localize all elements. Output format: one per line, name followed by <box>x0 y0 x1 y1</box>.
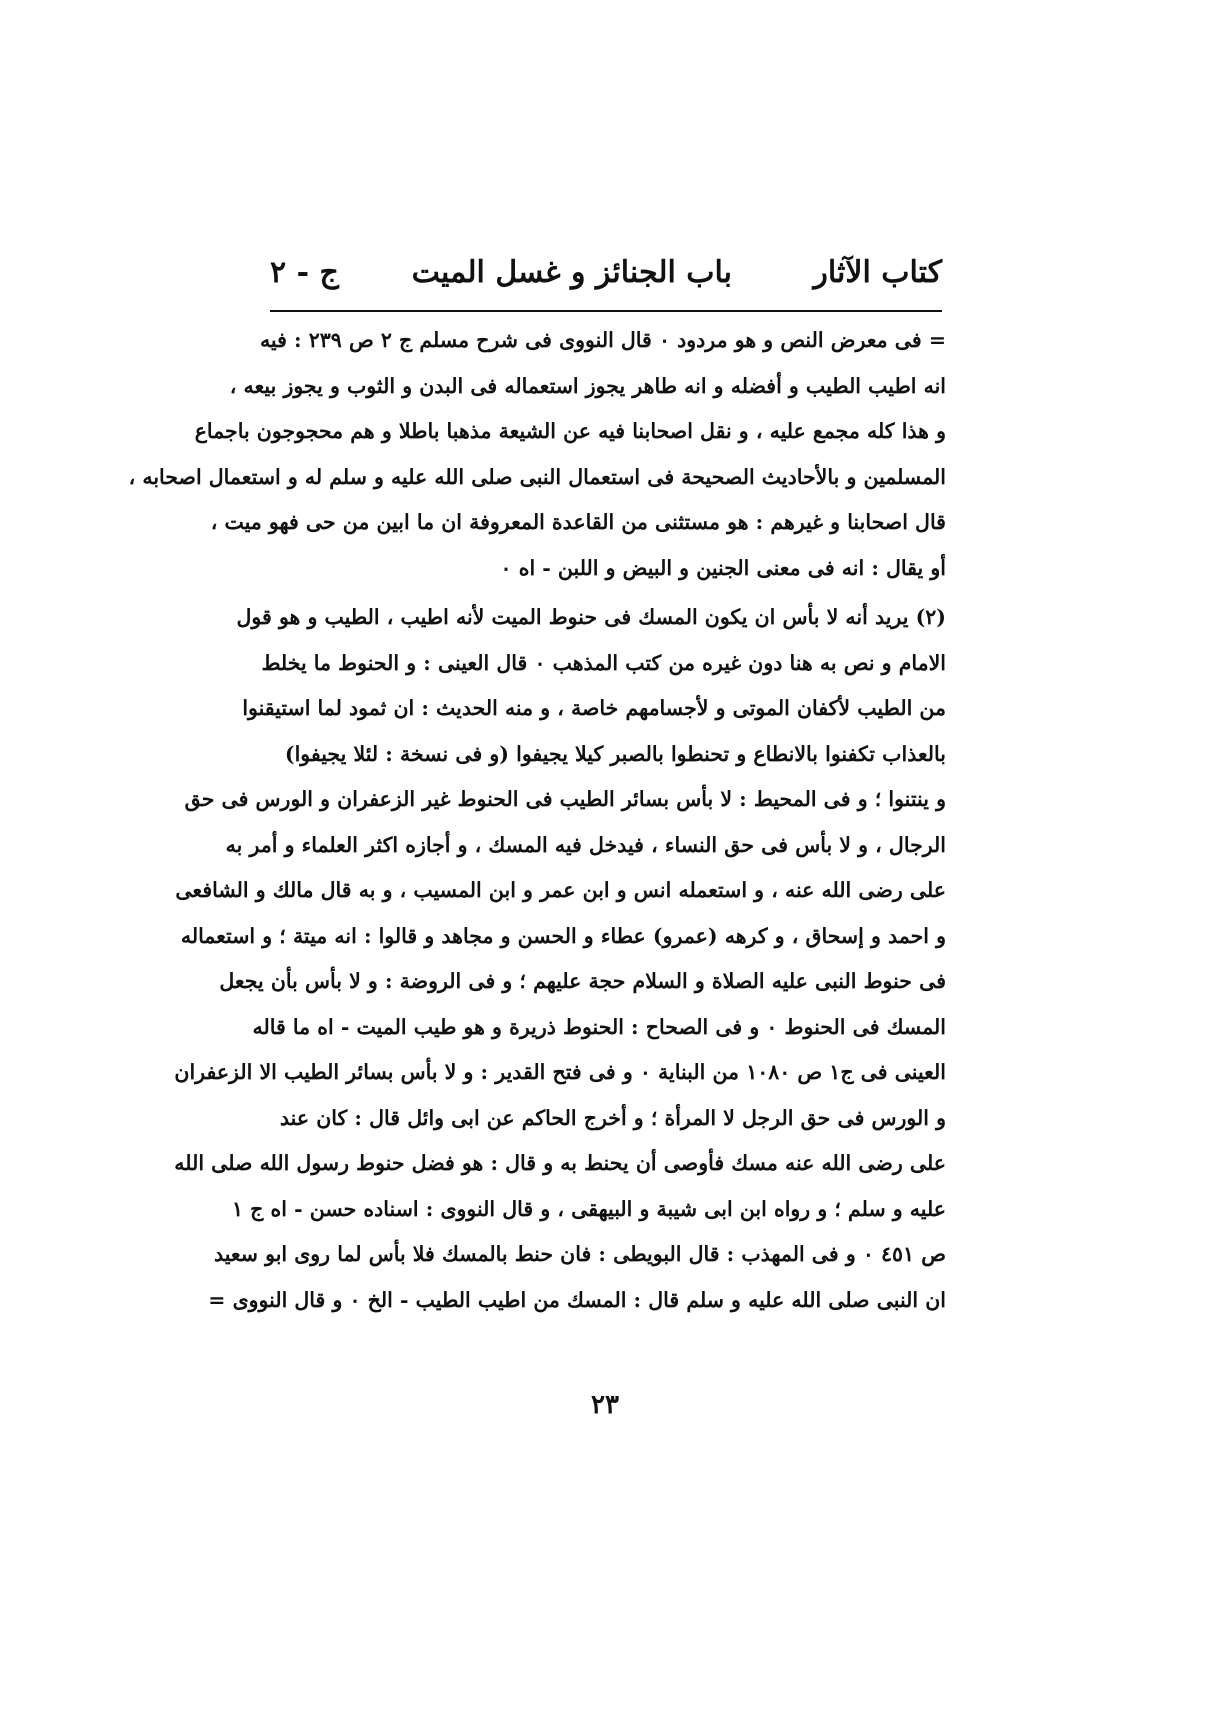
text-line: على رضى الله عنه ، و استعمله انس و ابن عمر و ابن المسيب ، و به قال مالك و الشافعى <box>175 878 946 902</box>
text-line: المسلمين و بالأحاديث الصحيحة فى استعمال النبى صلى الله عليه و سلم له و استعمال اصحابه ، <box>128 464 946 489</box>
text-line: و هذا كله مجمع عليه ، و نقل اصحابنا فيه عن الشيعة مذهبا باطلا و هم محجوجون باجماع <box>194 419 946 443</box>
footnote-continued <box>128 318 946 591</box>
text-line: عليه و سلم ؛ و رواه ابن ابى شيبة و البيهقى ، و قال النووى : اسناده حسن - اه ج ١ <box>231 1196 946 1221</box>
text-line: ص ٤٥١ ٠ و فى المهذب : قال البويطى : فان حنط بالمسك فلا بأس لما روى ابو سعيد <box>213 1242 946 1266</box>
text-line: (٢) يريد أنه لا بأس ان يكون المسك فى حنوط الميت لأنه اطيب ، الطيب و هو قول <box>236 605 946 629</box>
text-line: ان النبى صلى الله عليه و سلم قال : المسك من اطيب الطيب - الخ ٠ و قال النووى = <box>208 1287 946 1312</box>
text-line: على رضى الله عنه مسك فأوصى أن يحنط به و قال : هو فضل حنوط رسول الله صلى الله <box>174 1151 946 1175</box>
text-line: و ينتنوا ؛ و فى المحيط : لا بأس بسائر الطيب فى الحنوط غير الزعفران و الورس فى حق <box>184 787 946 811</box>
text-line: بالعذاب تكفنوا بالانطاع و تحنطوا بالصبر كيلا يجيفوا (و فى نسخة : لئلا يجيفوا) <box>284 741 946 766</box>
text-line: انه اطيب الطيب و أفضله و انه طاهر يجوز استعماله فى البدن و الثوب و يجوز بيعه ، <box>229 373 946 398</box>
text-line: و الورس فى حق الرجل لا المرأة ؛ و أخرج الحاكم عن ابى وائل قال : كان عند <box>279 1105 946 1130</box>
header-rule <box>270 310 942 312</box>
text-line: العينى فى ج١ ص ١٠٨٠ من البناية ٠ و فى فتح القدير : و لا بأس بسائر الطيب الا الزعفران <box>174 1060 946 1084</box>
footnote-2 <box>174 595 946 1323</box>
text-line: الرجال ، و لا بأس فى حق النساء ، فيدخل فيه المسك ، و أجازه اكثر العلماء و أمر به <box>225 832 946 857</box>
chapter-title: باب الجنائز و غسل الميت <box>411 255 732 290</box>
volume-label: ج - ٢ <box>270 255 339 290</box>
text-line: أو يقال : انه فى معنى الجنين و البيض و اللبن - اه ٠ <box>500 555 946 580</box>
book-title: كتاب الآثار <box>813 255 942 290</box>
text-line: قال اصحابنا و غيرهم : هو مستثنى من القاعدة المعروفة ان ما ابين من حى فهو ميت ، <box>210 510 946 534</box>
page-number: ٢٣ <box>591 1390 619 1420</box>
text-line: الامام و نص به هنا دون غيره من كتب المذهب ٠ قال العينى : و الحنوط ما يخلط <box>261 650 946 675</box>
footnotes <box>128 318 946 1323</box>
text-line: المسك فى الحنوط ٠ و فى الصحاح : الحنوط ذريرة و هو طيب الميت - اه ما قاله <box>252 1014 946 1039</box>
text-line: = فى معرض النص و هو مردود ٠ قال النووى فى شرح مسلم ج ٢ ص ٢٣٩ : فيه <box>259 328 946 352</box>
running-header <box>270 255 942 303</box>
text-line: فى حنوط النبى عليه الصلاة و السلام حجة عليهم ؛ و فى الروضة : و لا بأس بأن يجعل <box>219 969 946 993</box>
text-line: و احمد و إسحاق ، و كرهه (عمرو) عطاء و الحسن و مجاهد و قالوا : انه ميتة ؛ و استعماله <box>180 923 946 948</box>
text-line: من الطيب لأكفان الموتى و لأجسامهم خاصة ، و منه الحديث : ان ثمود لما استيقنوا <box>242 696 946 720</box>
